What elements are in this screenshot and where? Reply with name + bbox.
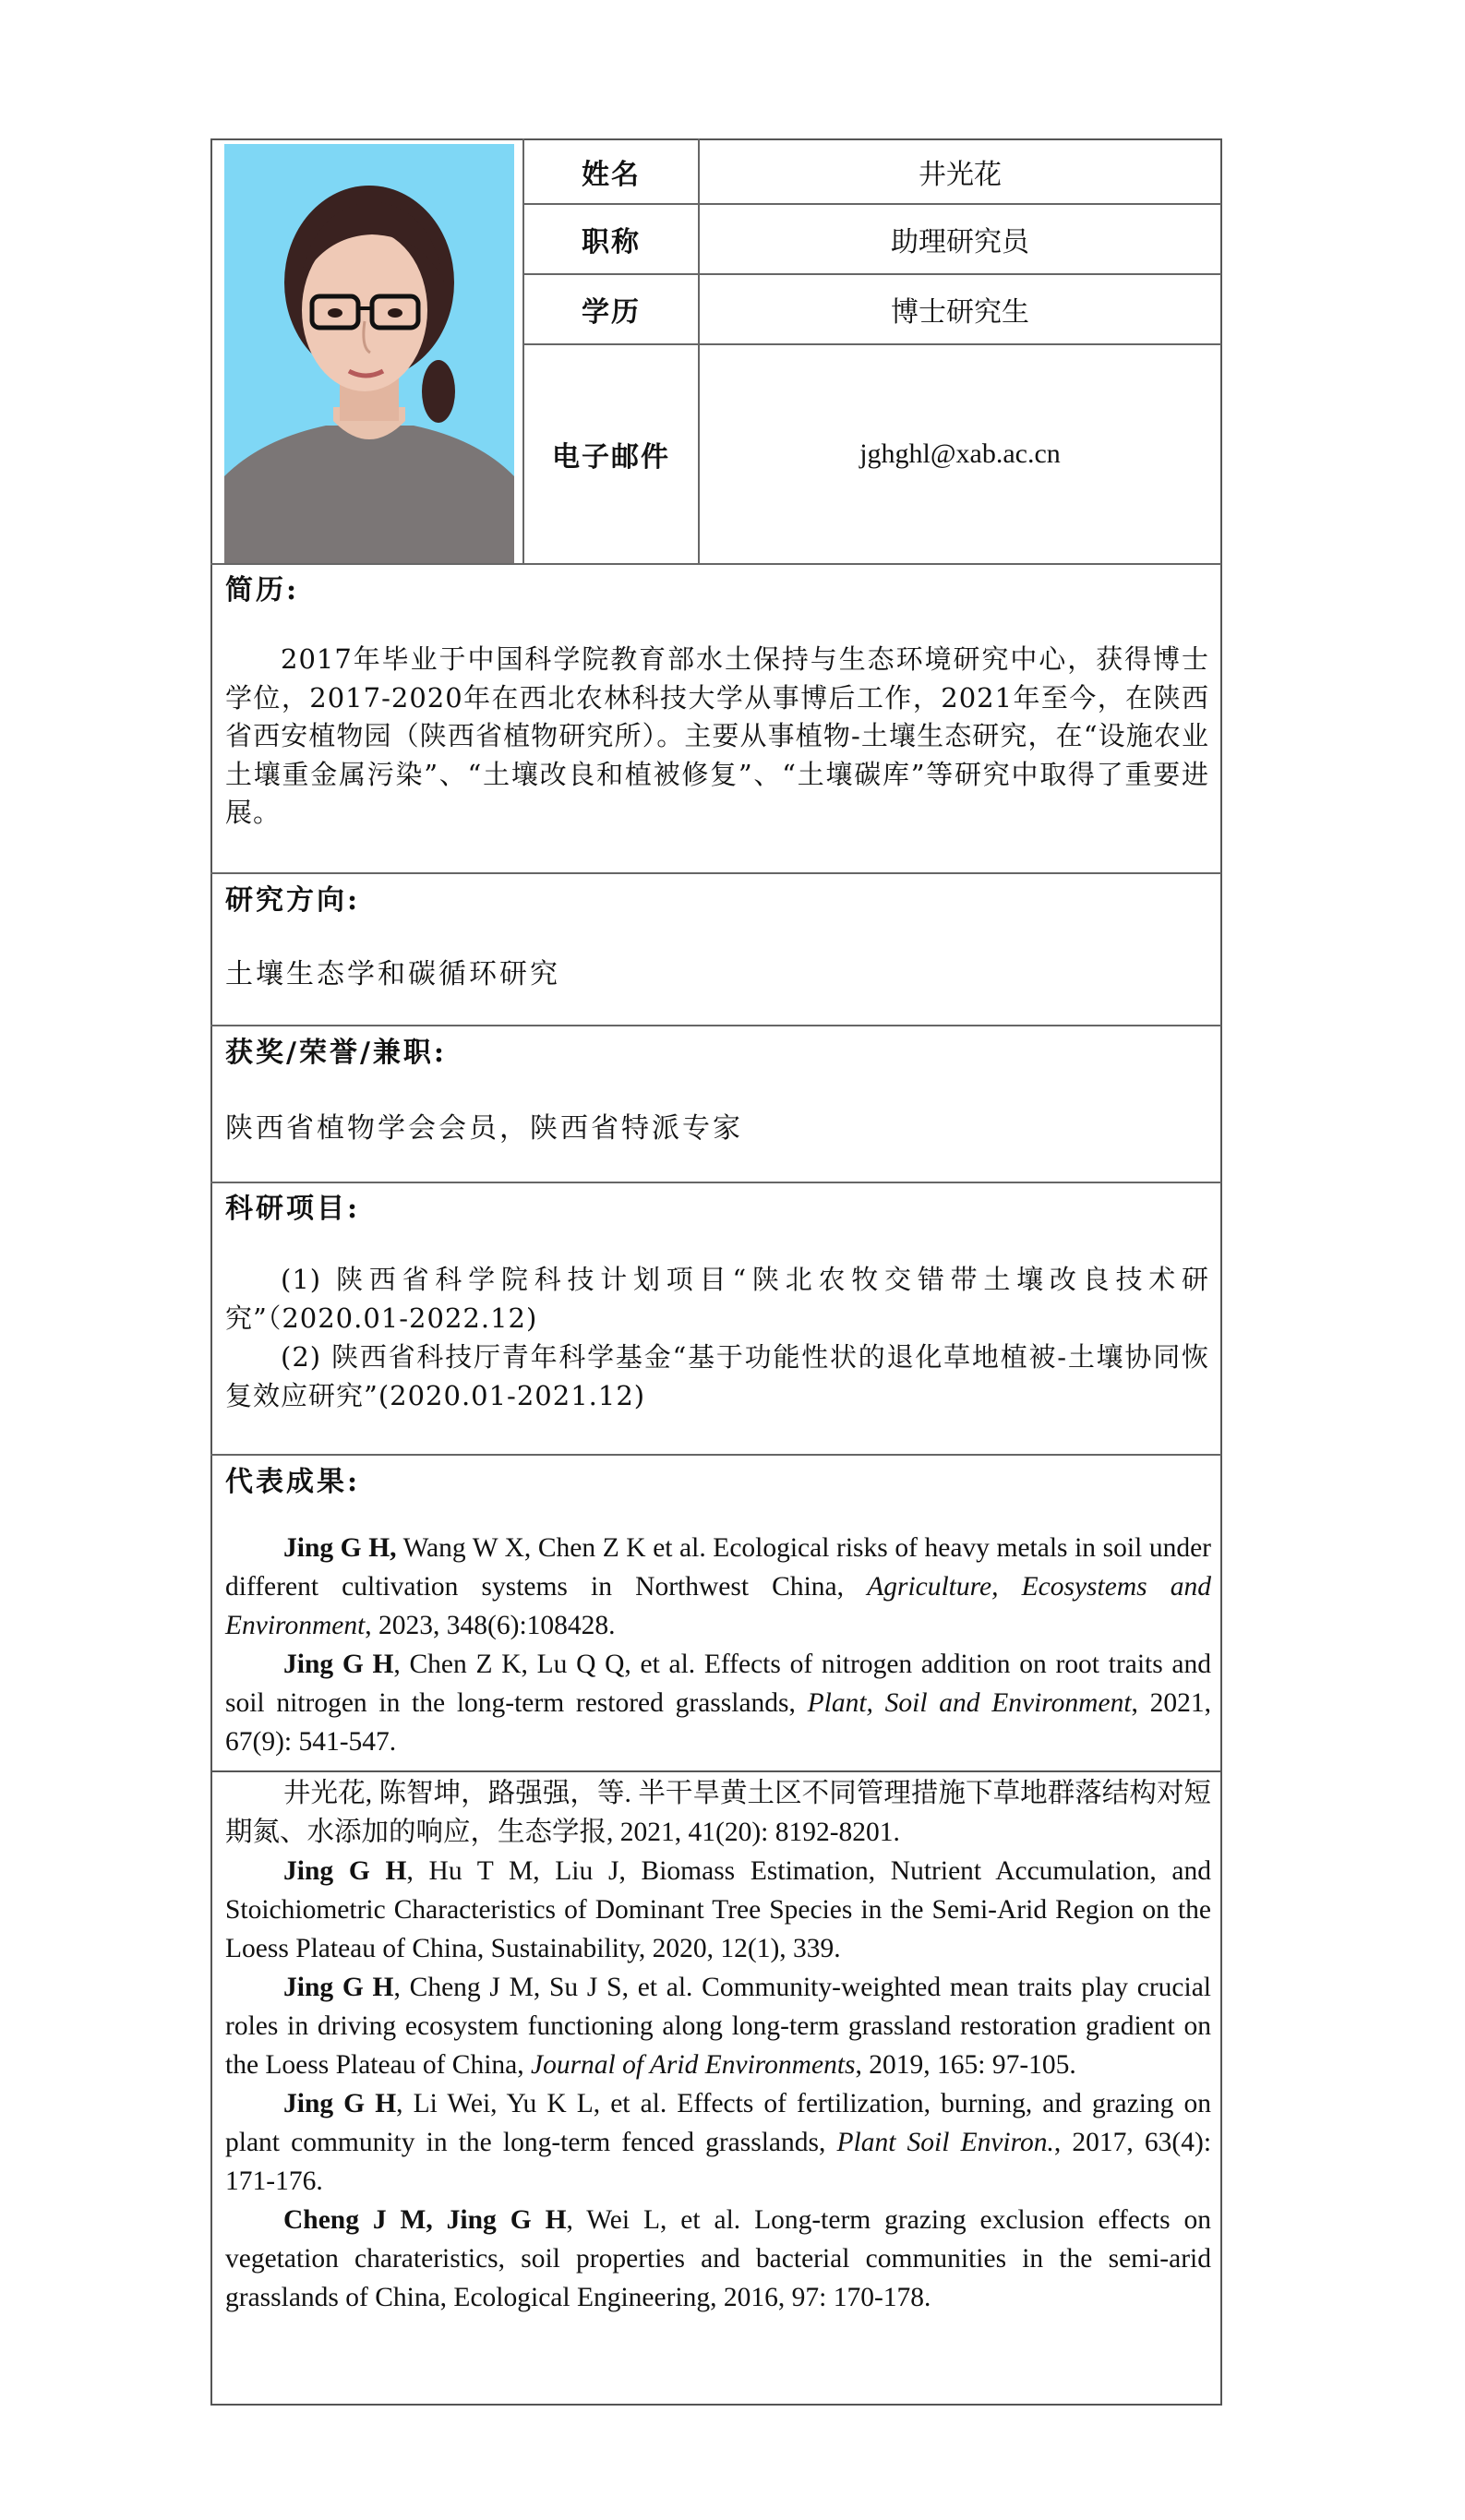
project-item-2: (2) 陕西省科技厅青年科学基金“基于功能性状的退化草地植被-土壤协同恢复效应研究”(2020.01-2021.12) [225,1341,1209,1411]
publication-item: Jing G H, Li Wei, Yu K L, et al. Effects of fertilization, burning, and grazing on plant community in the long-term fenced grasslands, Plant Soil Environ., 2017, 63(4): 171-176. [225,2089,1212,2196]
divider [210,872,1221,874]
project-item-1: (1) 陕西省科学院科技计划项目“陕北农牧交错带土壤改良技术研究”（2020.01-2022.12) [225,1264,1209,1334]
email-label: 电子邮件 [552,441,670,474]
education-value: 博士研究生 [891,296,1029,329]
title-value: 助理研究员 [891,226,1029,258]
publication-item: Cheng J M, Jing G H, Wei L, et al. Long-term grazing exclusion effects on vegetation charateristics, soil properties and bacterial communities in the semi-arid grasslands of China, Ecological Engineering, 2016, 97: 170-178. [225,2205,1211,2312]
divider [210,563,1221,565]
awards-heading: 获奖/荣誉/兼职: [225,1037,447,1069]
publication-item: Jing G H, Chen Z K, Lu Q Q, et al. Effects of nitrogen addition on root traits and soil nitrogen in the long-term restored grasslands, Plant, Soil and Environment, 2021, 67(9): 541-547. [225,1650,1212,1757]
projects-heading: 科研项目: [225,1193,361,1225]
divider [210,1025,1221,1026]
person-portrait-image [224,144,514,563]
publication-item: Jing G H, Wang W X, Chen Z K et al. Ecological risks of heavy metals in soil under different cultivation systems in Northwest China, Agriculture, Ecosystems and Environment, 2023, 348(6):108428. [225,1533,1212,1640]
divider [210,1182,1221,1183]
portrait-photo [224,144,514,563]
publications-list-part1 [225,1529,1211,1761]
name-label: 姓名 [582,159,641,191]
research-text: 土壤生态学和碳循环研究 [225,958,560,990]
resume-text: 2017年毕业于中国科学院教育部水土保持与生态环境研究中心，获得博士学位，2017-2020年在西北农林科技大学从事博后工作，2021年至今，在陕西省西安植物园（陕西省植物研究所）。主要从事植物-土壤生态研究，在“设施农业土壤重金属污染”、“土壤改良和植被修复”、“土壤碳库”等研究中取得了重要进展。 [225,643,1209,828]
achievements-heading: 代表成果: [225,1466,361,1498]
education-label: 学历 [582,296,641,329]
name-value: 井光花 [919,159,1002,191]
awards-text: 陕西省植物学会会员，陕西省特派专家 [225,1112,743,1145]
title-label: 职称 [582,226,641,258]
resume-heading: 简历: [225,574,300,606]
publication-item: Jing G H, Hu T M, Liu J, Biomass Estimation, Nutrient Accumulation, and Stoichiometric Characteristics of Dominant Tree Species in the Semi-Arid Region on the Loess Plateau of China, Sustainability, 2020, 12(1), 339. [225,1856,1211,1963]
publication-item: Jing G H, Cheng J M, Su J S, et al. Community-weighted mean traits play crucial roles in driving ecosystem functioning along long-term grassland restoration gradient on the Loess Plateau of China, Journal of Arid Environments, 2019, 165: 97-105. [225,1973,1211,2080]
research-heading: 研究方向: [225,884,361,917]
publications-list-part2 [225,1774,1211,2317]
publication-item: 井光花, 陈智坤，路强强，等. 半干旱黄土区不同管理措施下草地群落结构对短期氮、水添加的响应，生态学报, 2021, 41(20): 8192-8201. [225,1779,1211,1847]
email-value: jghghl@xab.ac.cn [859,438,1061,469]
divider [210,1454,1221,1456]
